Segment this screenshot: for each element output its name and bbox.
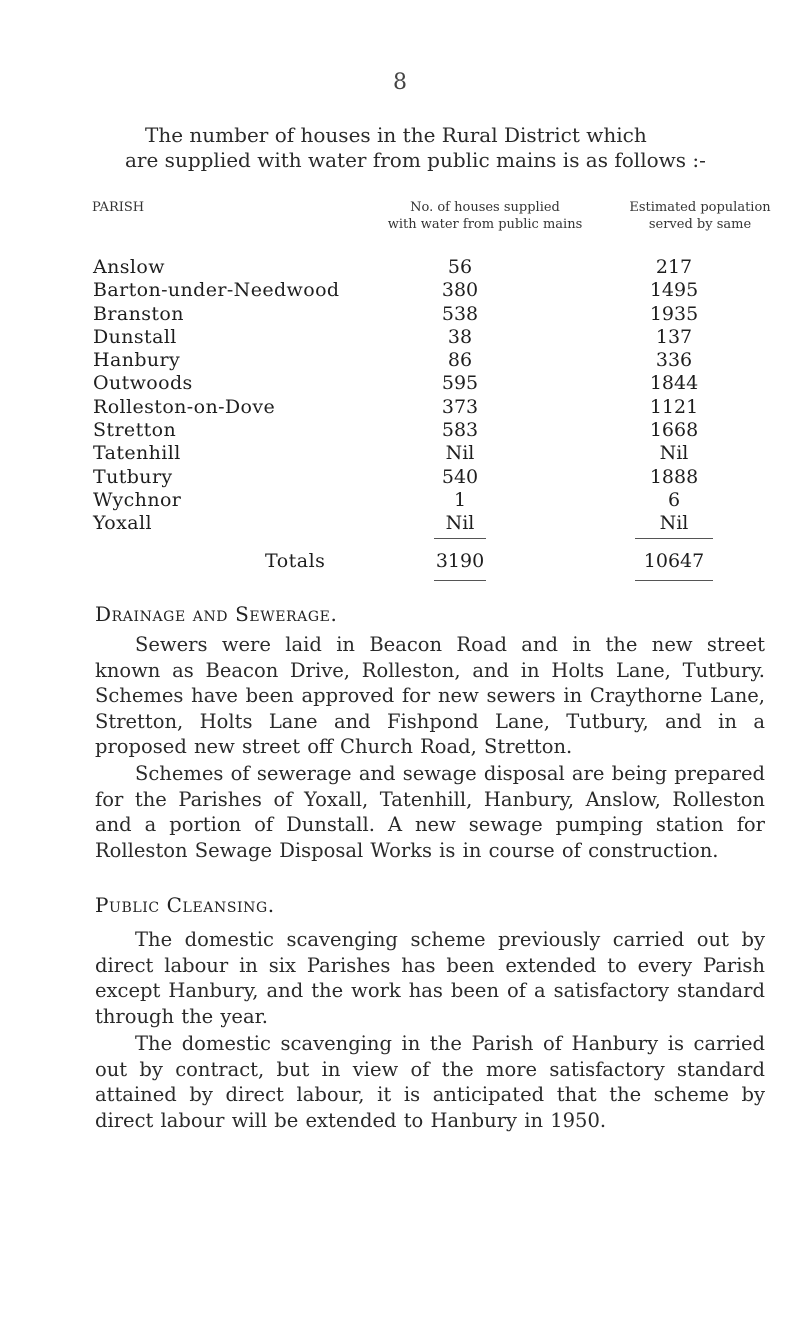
totals-label: Totals [265, 550, 326, 572]
intro-line-1: The number of houses in the Rural District which [145, 123, 647, 147]
population-column-header [590, 199, 800, 233]
houses-value: 540 [441, 465, 479, 488]
houses-column-header [360, 199, 610, 233]
population-value: 1888 [649, 465, 699, 488]
population-value: 1121 [649, 395, 699, 418]
parish-column-header: PARISH [92, 200, 145, 215]
table-row [0, 349, 800, 372]
population-value: 1668 [649, 419, 699, 442]
parish-name: Branston [93, 302, 184, 325]
cleansing-paragraph-1: The domestic scavenging scheme previously carried out by direct labour in six Parishes has been extended to every Parish except Hanbury, and the work has been of a satisfactory standard through the year. [95, 928, 765, 1028]
houses-header-line-1: No. of houses supplied [410, 200, 560, 215]
drainage-paragraph-2: Schemes of sewerage and sewage disposal are being prepared for the Parishes of Yoxall, Tatenhill, Hanbury, Anslow, Rolleston and a portion of Dunstall. A new sewage pumping station for Rolleston Sewage Disposal Works is in course of construction. [95, 762, 765, 862]
houses-value: 380 [441, 279, 479, 302]
parish-name: Barton-under-Needwood [93, 279, 340, 302]
table-row [0, 489, 800, 512]
parish-name: Dunstall [93, 325, 177, 348]
parish-name: Anslow [93, 256, 165, 278]
population-value: Nil [659, 442, 689, 465]
houses-value: 538 [441, 302, 479, 325]
cleansing-paragraph-2: The domestic scavenging in the Parish of Hanbury is carried out by contract, but in view of the more satisfactory standard attained by direct labour, it is anticipated that the scheme by direct labour will be extended to Hanbury in 1950. [95, 1032, 765, 1132]
parish-name: Rolleston-on-Dove [93, 395, 276, 418]
table-row [0, 372, 800, 395]
houses-total-rule-bottom [434, 580, 486, 581]
population-total: 10647 [643, 550, 705, 572]
table-row [0, 442, 800, 465]
houses-total: 3190 [435, 550, 485, 572]
parish-name: Outwoods [93, 372, 193, 395]
table-row [0, 326, 800, 349]
houses-value: 56 [447, 256, 473, 278]
parish-name: Stretton [93, 419, 177, 442]
parish-name: Tatenhill [93, 442, 181, 465]
table-row [0, 419, 800, 442]
houses-total-rule-top [434, 538, 486, 539]
houses-value: 38 [447, 325, 473, 348]
intro-paragraph [125, 123, 775, 173]
intro-line-2: are supplied with water from public mains is as follows :- [125, 148, 706, 172]
population-total-rule-top [635, 538, 713, 539]
table-row [0, 256, 800, 279]
table-row [0, 466, 800, 489]
houses-value: 595 [441, 372, 479, 395]
parish-name: Wychnor [93, 488, 182, 511]
population-value: 217 [655, 256, 693, 278]
parish-name: Hanbury [93, 349, 181, 372]
table-body [0, 256, 800, 536]
population-header-line-2: served by same [648, 217, 752, 232]
population-value: 1844 [649, 372, 699, 395]
population-value: 336 [655, 349, 693, 372]
population-header-line-1: Estimated population [629, 200, 771, 215]
houses-value: Nil [445, 512, 475, 535]
page-number: 8 [393, 70, 407, 95]
table-row [0, 512, 800, 535]
houses-value: 373 [441, 395, 479, 418]
parish-name: Yoxall [93, 512, 152, 535]
table-row [0, 279, 800, 302]
population-value: 1495 [649, 279, 699, 302]
houses-value: 86 [447, 349, 473, 372]
population-value: Nil [659, 512, 689, 535]
table-row [0, 396, 800, 419]
table-row [0, 303, 800, 326]
houses-header-line-2: with water from public mains [387, 217, 583, 232]
houses-value: 1 [453, 488, 467, 511]
drainage-paragraph-1: Sewers were laid in Beacon Road and in the new street known as Beacon Drive, Rolleston, and in Holts Lane, Tutbury. Schemes have been approved for new sewers in Craythorne Lane, Stretton, Holts Lane and Fishpond Lane, Tutbury, and in a proposed new street off Church Road, Stretton. [95, 633, 765, 758]
population-value: 1935 [649, 302, 699, 325]
houses-value: 583 [441, 419, 479, 442]
houses-value: Nil [445, 442, 475, 465]
population-value: 137 [655, 325, 693, 348]
parish-name: Tutbury [93, 465, 173, 488]
cleansing-heading: Public Cleansing. [95, 893, 275, 917]
population-total-rule-bottom [635, 580, 713, 581]
population-value: 6 [667, 488, 681, 511]
drainage-heading: Drainage and Sewerage. [95, 602, 338, 626]
